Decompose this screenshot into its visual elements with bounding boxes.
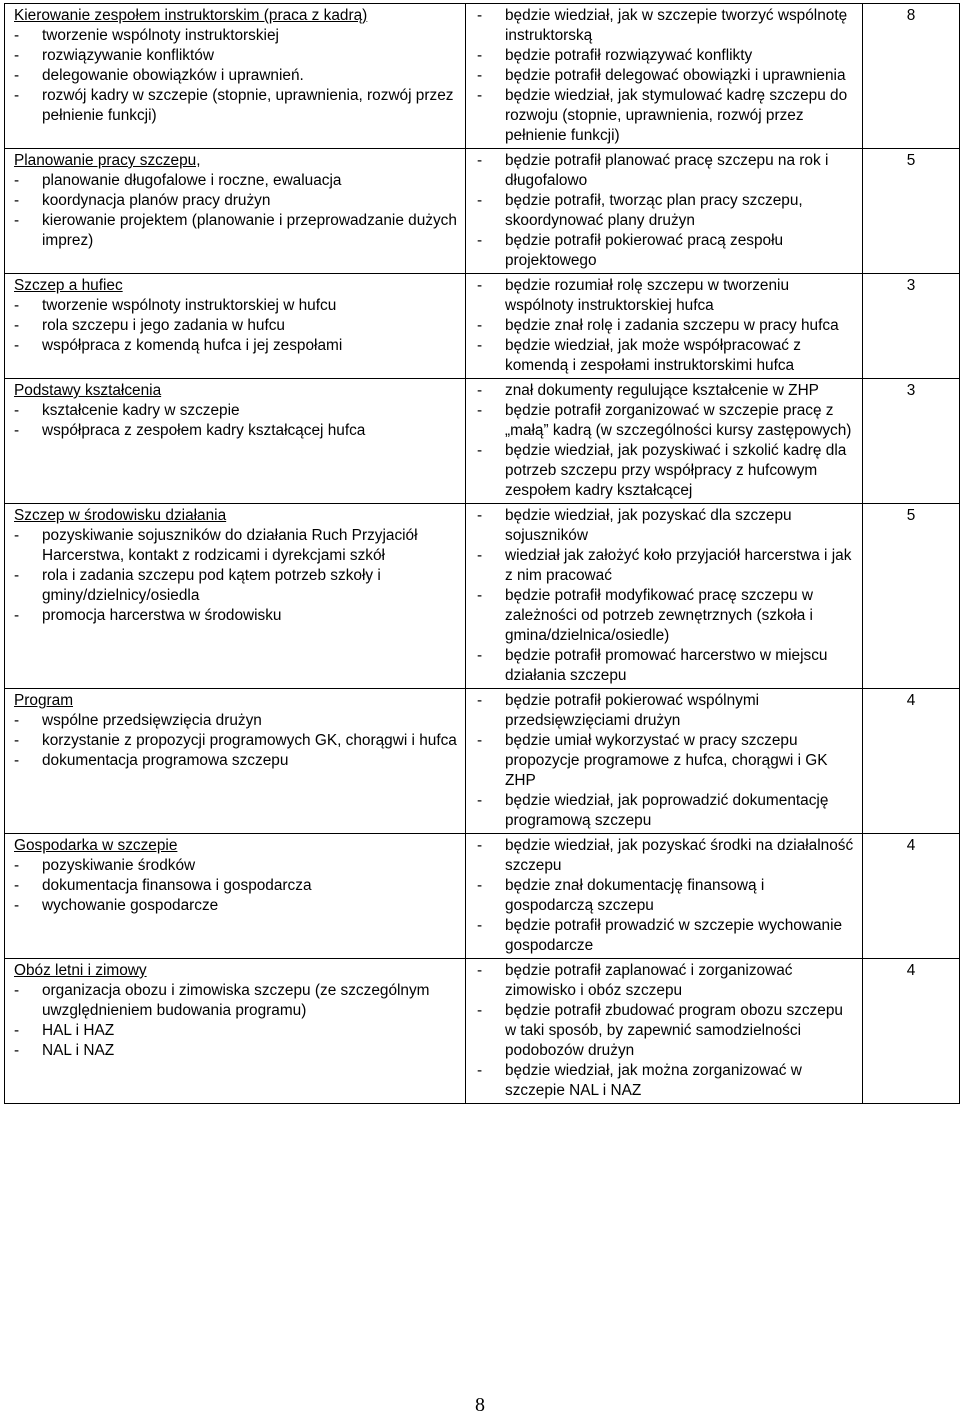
- topic-title: Kierowanie zespołem instruktorskim (praca z kadrą): [14, 7, 368, 24]
- topic-cell: [5, 4, 466, 149]
- outcome-list-item: - wiedział jak założyć koło przyjaciół harcerstwa i jak z nim pracować: [477, 546, 856, 586]
- outcome-list-item: - będzie wiedział, jak można zorganizować w szczepie NAL i NAZ: [477, 1061, 856, 1101]
- outcome-list-item: - będzie potrafił delegować obowiązki i uprawnienia: [477, 66, 856, 86]
- table-body: [5, 4, 960, 1104]
- table-row: [5, 149, 960, 274]
- outcome-list-item: - będzie potrafił zbudować program obozu szczepu w taki sposób, by zapewnić samodzielności podobozów drużyn: [477, 1001, 856, 1061]
- hours-cell: 4: [863, 834, 960, 959]
- topic-list: [14, 981, 459, 1061]
- hours-cell: 3: [863, 379, 960, 504]
- outcome-list-item: - będzie wiedział, jak pozyskiwać i szkolić kadrę dla potrzeb szczepu przy współpracy z hufcowym zespołem kadry kształcącej: [477, 441, 856, 501]
- topic-title: Szczep w środowisku działania: [14, 507, 227, 524]
- topic-title: Planowanie pracy szczepu,: [14, 152, 201, 169]
- outcomes-cell: [466, 689, 863, 834]
- topic-list: [14, 711, 459, 771]
- topic-list-item: - współpraca z zespołem kadry kształcącej hufca: [14, 421, 459, 441]
- topic-list-item: - dokumentacja programowa szczepu: [14, 751, 459, 771]
- outcome-list-item: - znał dokumenty regulujące kształcenie w ZHP: [477, 381, 856, 401]
- outcome-list-item: - będzie umiał wykorzystać w pracy szczepu propozycje programowe z hufca, chorągwi i GK ZHP: [477, 731, 856, 791]
- table-row: [5, 4, 960, 149]
- outcome-list-item: - będzie wiedział, jak w szczepie tworzyć wspólnotę instruktorską: [477, 6, 856, 46]
- topic-list-item: - wspólne przedsięwzięcia drużyn: [14, 711, 459, 731]
- table-row: [5, 689, 960, 834]
- topic-list: [14, 26, 459, 126]
- outcomes-list: [477, 506, 856, 686]
- outcome-list-item: - będzie potrafił pokierować pracą zespołu projektowego: [477, 231, 856, 271]
- hours-cell: 4: [863, 959, 960, 1104]
- outcome-list-item: - będzie wiedział, jak poprowadzić dokumentację programową szczepu: [477, 791, 856, 831]
- outcome-list-item: - będzie wiedział, jak pozyskać środki na działalność szczepu: [477, 836, 856, 876]
- hours-cell: 3: [863, 274, 960, 379]
- topic-list-item: - pozyskiwanie środków: [14, 856, 459, 876]
- outcome-list-item: - będzie potrafił, tworząc plan pracy szczepu, skoordynować plany drużyn: [477, 191, 856, 231]
- topic-list-item: - rozwój kadry w szczepie (stopnie, uprawnienia, rozwój przez pełnienie funkcji): [14, 86, 459, 126]
- outcomes-cell: [466, 834, 863, 959]
- outcome-list-item: - będzie wiedział, jak może współpracować z komendą i zespołami instruktorskimi hufca: [477, 336, 856, 376]
- topic-list-item: - HAL i HAZ: [14, 1021, 459, 1041]
- topic-title: Obóz letni i zimowy: [14, 962, 147, 979]
- topic-list-item: - korzystanie z propozycji programowych GK, chorągwi i hufca: [14, 731, 459, 751]
- outcomes-list: [477, 691, 856, 831]
- outcomes-cell: [466, 959, 863, 1104]
- outcomes-list: [477, 6, 856, 146]
- outcome-list-item: - będzie potrafił pokierować wspólnymi przedsięwzięciami drużyn: [477, 691, 856, 731]
- topic-list-item: - delegowanie obowiązków i uprawnień.: [14, 66, 459, 86]
- topic-cell: [5, 504, 466, 689]
- topic-list-item: - tworzenie wspólnoty instruktorskiej: [14, 26, 459, 46]
- topic-list-item: - dokumentacja finansowa i gospodarcza: [14, 876, 459, 896]
- outcomes-cell: [466, 149, 863, 274]
- outcomes-list: [477, 836, 856, 956]
- topic-list-item: - rola i zadania szczepu pod kątem potrzeb szkoły i gminy/dzielnicy/osiedla: [14, 566, 459, 606]
- table-row: [5, 274, 960, 379]
- topic-list-item: - współpraca z komendą hufca i jej zespołami: [14, 336, 459, 356]
- topic-list: [14, 401, 459, 441]
- outcome-list-item: - będzie potrafił zaplanować i zorganizować zimowisko i obóz szczepu: [477, 961, 856, 1001]
- table-row: [5, 959, 960, 1104]
- topic-list-item: - kierowanie projektem (planowanie i przeprowadzanie dużych imprez): [14, 211, 459, 251]
- topic-list-item: - NAL i NAZ: [14, 1041, 459, 1061]
- outcome-list-item: - będzie potrafił promować harcerstwo w miejscu działania szczepu: [477, 646, 856, 686]
- outcomes-list: [477, 276, 856, 376]
- topic-title: Program: [14, 692, 74, 709]
- outcomes-list: [477, 961, 856, 1101]
- topic-cell: [5, 379, 466, 504]
- table-row: [5, 834, 960, 959]
- outcomes-cell: [466, 379, 863, 504]
- topic-title: Podstawy kształcenia: [14, 382, 162, 399]
- outcomes-cell: [466, 4, 863, 149]
- hours-cell: 5: [863, 504, 960, 689]
- topic-list-item: - koordynacja planów pracy drużyn: [14, 191, 459, 211]
- topic-list: [14, 526, 459, 626]
- outcome-list-item: - będzie potrafił zorganizować w szczepie pracę z „małą” kadrą (w szczególności kursy zastępowych): [477, 401, 856, 441]
- page-number: 8: [475, 1394, 485, 1416]
- outcomes-list: [477, 381, 856, 501]
- hours-cell: 5: [863, 149, 960, 274]
- topic-list-item: - tworzenie wspólnoty instruktorskiej w hufcu: [14, 296, 459, 316]
- outcomes-cell: [466, 504, 863, 689]
- topic-cell: [5, 689, 466, 834]
- table-row: [5, 504, 960, 689]
- topic-list-item: - planowanie długofalowe i roczne, ewaluacja: [14, 171, 459, 191]
- topic-title: Szczep a hufiec: [14, 277, 123, 294]
- topic-cell: [5, 274, 466, 379]
- outcome-list-item: - będzie potrafił prowadzić w szczepie wychowanie gospodarcze: [477, 916, 856, 956]
- outcome-list-item: - będzie wiedział, jak pozyskać dla szczepu sojuszników: [477, 506, 856, 546]
- topic-cell: [5, 959, 466, 1104]
- topic-list: [14, 171, 459, 251]
- topic-list-item: - promocja harcerstwa w środowisku: [14, 606, 459, 626]
- hours-cell: 4: [863, 689, 960, 834]
- topic-list-item: - rozwiązywanie konfliktów: [14, 46, 459, 66]
- topic-list: [14, 296, 459, 356]
- outcome-list-item: - będzie znał rolę i zadania szczepu w pracy hufca: [477, 316, 856, 336]
- outcome-list-item: - będzie wiedział, jak stymulować kadrę szczepu do rozwoju (stopnie, uprawnienia, rozwój przez pełnienie funkcji): [477, 86, 856, 146]
- outcome-list-item: - będzie znał dokumentację finansową i gospodarczą szczepu: [477, 876, 856, 916]
- outcome-list-item: - będzie potrafił planować pracę szczepu na rok i długofalowo: [477, 151, 856, 191]
- topic-list-item: - kształcenie kadry w szczepie: [14, 401, 459, 421]
- topic-list-item: - organizacja obozu i zimowiska szczepu (ze szczególnym uwzględnieniem budowania programu): [14, 981, 459, 1021]
- topic-list-item: - pozyskiwanie sojuszników do działania Ruch Przyjaciół Harcerstwa, kontakt z rodzicami i dyrekcjami szkół: [14, 526, 459, 566]
- outcome-list-item: - będzie potrafił rozwiązywać konflikty: [477, 46, 856, 66]
- outcomes-cell: [466, 274, 863, 379]
- outcome-list-item: - będzie potrafił modyfikować pracę szczepu w zależności od potrzeb zewnętrznych (szkoła i gmina/dzielnica/osiedle): [477, 586, 856, 646]
- hours-cell: 8: [863, 4, 960, 149]
- outcomes-list: [477, 151, 856, 271]
- topic-list: [14, 856, 459, 916]
- curriculum-table: [4, 3, 960, 1104]
- topic-list-item: - rola szczepu i jego zadania w hufcu: [14, 316, 459, 336]
- topic-cell: [5, 834, 466, 959]
- outcome-list-item: - będzie rozumiał rolę szczepu w tworzeniu wspólnoty instruktorskiej hufca: [477, 276, 856, 316]
- topic-cell: [5, 149, 466, 274]
- topic-list-item: - wychowanie gospodarcze: [14, 896, 459, 916]
- topic-title: Gospodarka w szczepie: [14, 837, 178, 854]
- table-row: [5, 379, 960, 504]
